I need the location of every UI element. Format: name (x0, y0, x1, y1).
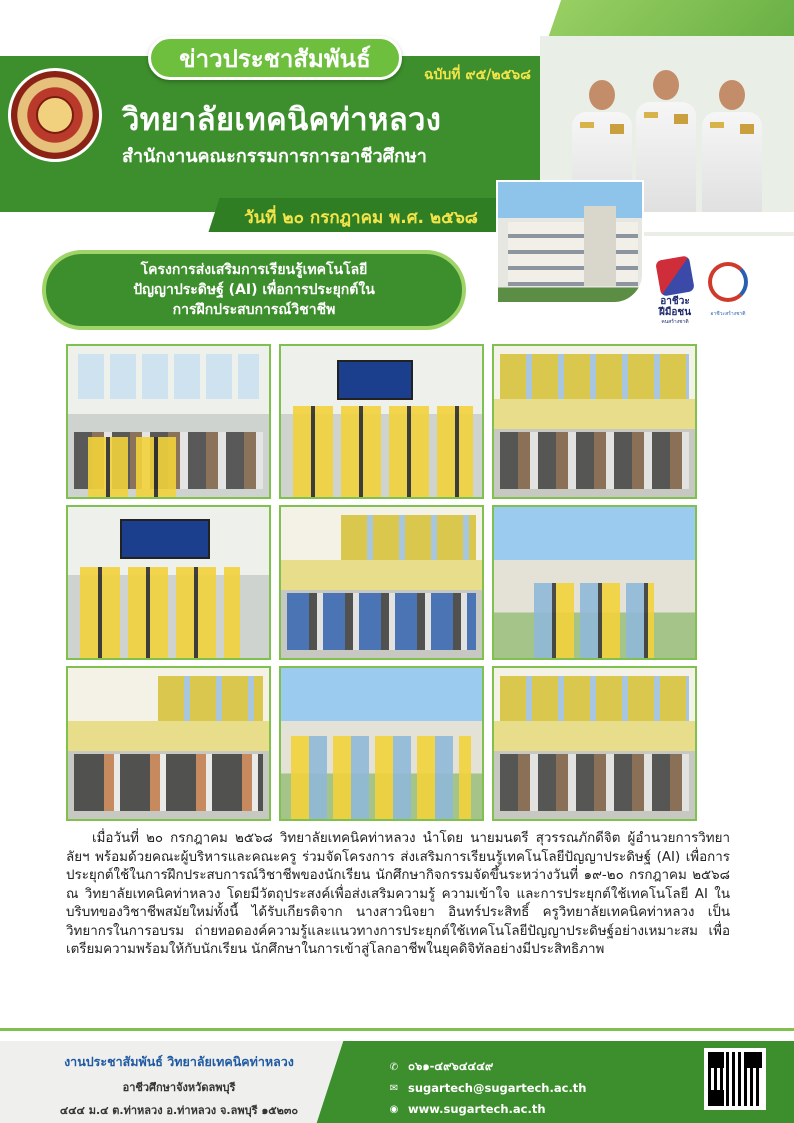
office-name: สำนักงานคณะกรรมการการอาชีวศึกษา (122, 146, 427, 167)
vec-logo-text: อาชีวะสร้างชาติ (710, 311, 746, 317)
arsheewa-logo-text: อาชีวะ ฝีมือชน (658, 296, 692, 318)
activity-photo (279, 344, 484, 499)
footer-province: อาชีวศึกษาจังหวัดลพบุรี (122, 1081, 236, 1094)
website-url[interactable]: www.sugartech.ac.th (408, 1102, 546, 1116)
official-figure (636, 70, 696, 230)
press-release-label: ข่าวประชาสัมพันธ์ (179, 44, 371, 73)
vec-emblem-icon (708, 262, 748, 302)
phone-icon: ✆ (389, 1061, 399, 1073)
arsheewa-logo-subtext: คนสร้างชาติ (661, 319, 689, 325)
press-release-badge (148, 36, 402, 80)
project-title-line: ปัญญาประดิษฐ์ (AI) เพื่อการประยุกต์ใน (133, 282, 375, 298)
checkmark-icon (655, 255, 695, 296)
arsheewa-logo (652, 258, 698, 328)
activity-photo (66, 344, 271, 499)
globe-icon: ◉ (389, 1103, 399, 1115)
qr-code-icon (708, 1052, 762, 1106)
photo-grid (66, 344, 698, 822)
college-logo-emblem (36, 96, 74, 134)
college-name: วิทยาลัยเทคนิคท่าหลวง (122, 102, 442, 138)
footer-address: ๔๔๔ ม.๔ ต.ท่าหลวง อ.ท่าหลวง จ.ลพบุรี ๑๕๒๓๐ (59, 1104, 299, 1117)
activity-photo (492, 666, 697, 821)
contact-website[interactable] (388, 1102, 546, 1116)
contact-email[interactable] (388, 1081, 587, 1095)
project-title-box (42, 250, 466, 330)
date-text: วันที่ ๒๐ กรกฎาคม พ.ศ. ๒๕๖๘ (244, 208, 478, 228)
official-figure (702, 80, 762, 230)
activity-photo (279, 666, 484, 821)
news-body-text: เมื่อวันที่ ๒๐ กรกฎาคม ๒๕๖๘ วิทยาลัยเทคนิคท่าหลวง นำโดย นายมนตรี สุวรรณภักดีจิต ผู้อำนวยการวิทยาลัยฯ พร้อมด้วยคณะผู้บริหารและคณะครู ร่วมจัดโครงการ ส่งเสริมการเรียนรู้เทคโนโลยีปัญญาประดิษฐ์ (AI) เพื่อการประยุกต์ใช้ในการฝึกประสบการณ์วิชาชีพของนักเรียน นักศึกษากิจกรรมจัดขึ้นระหว่างวันที่ ๑๙-๒๐ กรกฎาคม ๒๕๖๘ ณ วิทยาลัยเทคนิคท่าหลวง โดยมีวัตถุประสงค์เพื่อส่งเสริมความรู้ ความเข้าใจ และการประยุกต์ใช้เทคโนโลยี AI ในบริบทของวิชาชีพสมัยใหม่ทั้งนี้ ได้รับเกียรติจาก นางสาวนิจยา อินทร์ประสิทธิ์ ครูวิทยาลัยเทคนิคท่าหลวง เป็นวิทยากรในการอบรม ถ่ายทอดองค์ความรู้และแนวทางการประยุกต์ใช้เทคโนโลยีปัญญาประดิษฐ์อย่างเหมาะสม เพื่อเตรียมความพร้อมให้กับนักเรียน นักศึกษาในการเข้าสู่โลกอาชีพในยุคดิจิทัลอย่างมีประสิทธิภาพ (66, 831, 730, 957)
vec-logo (706, 262, 750, 326)
project-title-line: การฝึกประสบการณ์วิชาชีพ (172, 302, 336, 318)
footer-org: งานประชาสัมพันธ์ วิทยาลัยเทคนิคท่าหลวง (64, 1054, 294, 1069)
activity-photo (492, 505, 697, 660)
qr-code[interactable] (704, 1048, 766, 1110)
footer-divider (0, 1028, 794, 1031)
activity-photo (492, 344, 697, 499)
activity-photo (279, 505, 484, 660)
issue-number: ฉบับที่ ๙๕/๒๕๖๘ (424, 67, 531, 83)
activity-photo (66, 505, 271, 660)
college-building-photo (496, 180, 644, 304)
phone-number: ๐๖๑-๔๙๖๔๔๔๙ (408, 1059, 494, 1073)
contact-phone (388, 1058, 493, 1076)
college-logo (8, 68, 102, 162)
activity-photo (66, 666, 271, 821)
project-title-line: โครงการส่งเสริมการเรียนรู้เทคโนโลยี (140, 262, 368, 278)
email-icon: ✉ (389, 1082, 399, 1094)
email-address[interactable]: sugartech@sugartech.ac.th (408, 1081, 587, 1095)
